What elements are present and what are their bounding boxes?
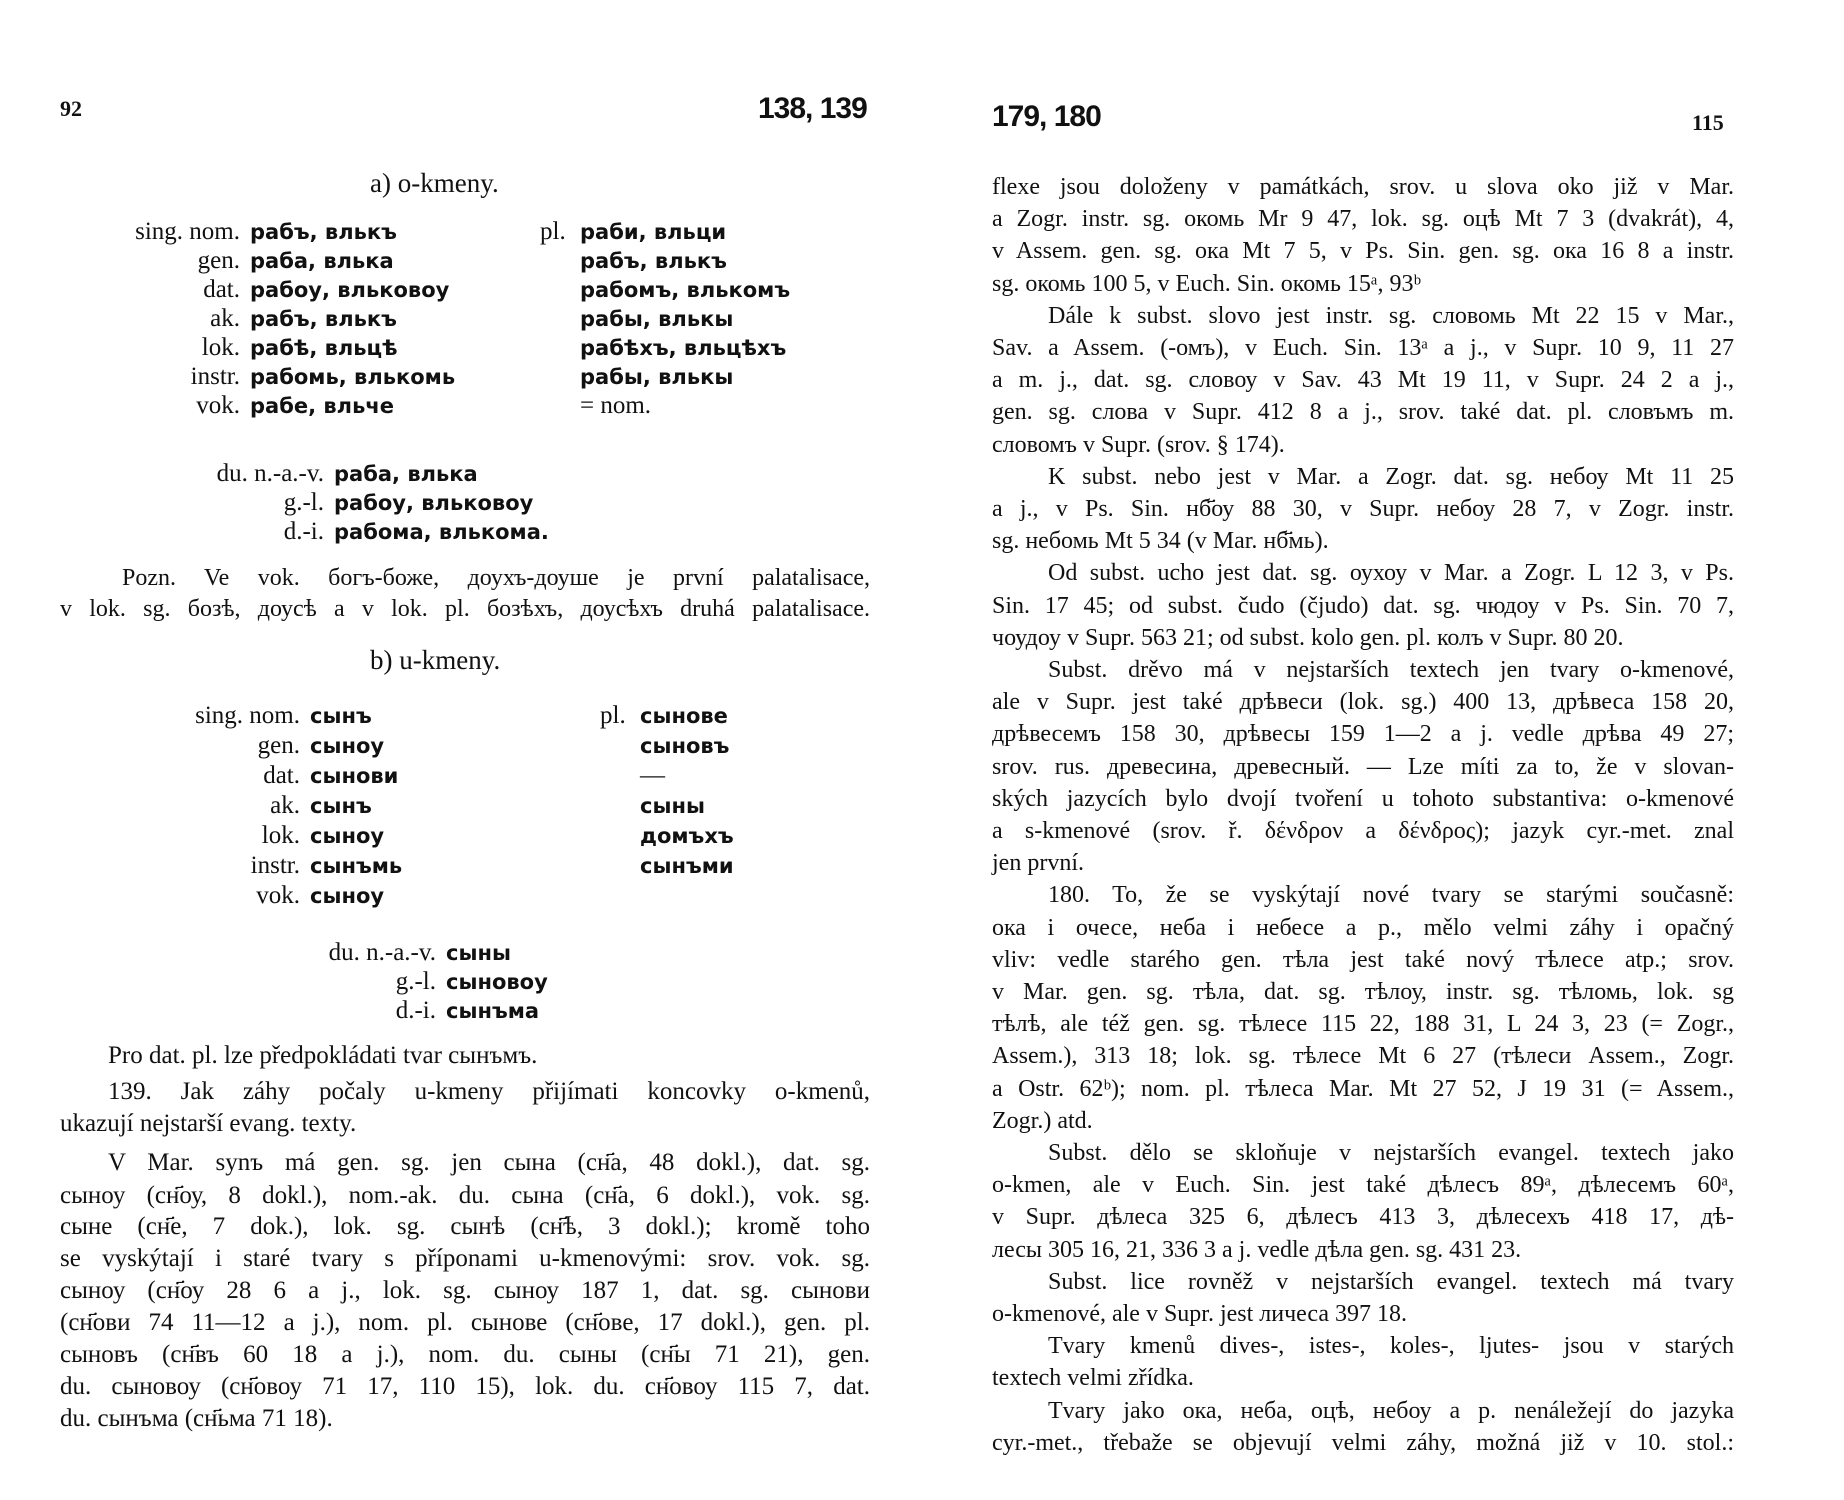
u-kmeny-row	[150, 882, 640, 910]
u-kmeny-plural-forms: сынове	[640, 704, 728, 728]
o-kmeny-row	[90, 392, 651, 420]
o-kmeny-plural-forms: рабы, влькы	[580, 365, 734, 389]
left-text-line: (сн҃ови 74 11—12 a j.), nom. pl. сынове (сн҃ове, 17 dokl.), gen. pl.	[60, 1309, 870, 1336]
u-kmeny-singular-forms: сынъ	[310, 704, 372, 728]
u-kmeny-plural-forms: —	[640, 762, 665, 789]
o-kmeny-case-label: vok.	[196, 392, 240, 419]
o-kmeny-case-label: ak.	[210, 305, 240, 332]
right-text-line: a j., v Ps. Sin. нб҃оу 88 30, v Supr. небоу 28 7, v Zogr. instr.	[992, 496, 1734, 522]
u-kmeny-case-label: instr.	[250, 852, 300, 879]
right-text-line: Od subst. ucho jest dat. sg. оухоу v Mar. a Zogr. L 12 3, v Ps.	[1048, 560, 1734, 587]
right-text-line: sg. окомь 100 5, v Euch. Sin. окомь 15ᵃ, 93ᵇ	[992, 270, 1421, 297]
o-kmeny-dual-label: du. n.-a.-v.	[216, 460, 324, 487]
o-kmeny-plural-forms: рабѣхъ, вльцѣхъ	[580, 336, 787, 360]
u-kmeny-singular-forms: сынъмь	[310, 854, 403, 878]
u-kmeny-case-label: vok.	[256, 882, 300, 909]
o-kmeny-dual-row	[124, 460, 478, 488]
left-text-line: сыне (сн҃е, 7 dok.), lok. sg. сынѣ (сн҃ѣ, 3 dokl.); kromě toho	[60, 1213, 870, 1240]
right-text-line: ale v Supr. jest také дрѣвеси (lok. sg.) 400 13, дрѣвеса 158 20,	[992, 689, 1734, 716]
right-text-line: v Mar. gen. sg. тѣла, dat. sg. тѣлоу, instr. sg. тѣломь, lok. sg	[992, 979, 1734, 1005]
o-kmeny-dual-label: d.-i.	[283, 518, 324, 545]
o-kmeny-dual-label: g.-l.	[283, 489, 324, 516]
right-text-line: ských jazycích bylo dvojí tvoření u tohoto substantiva: o-kmenové	[992, 785, 1734, 812]
right-text-line: o-kmen, ale v Euch. Sin. jest také дѣлесъ 89ᵃ, дѣлесемъ 60ᵃ,	[992, 1172, 1734, 1199]
u-kmeny-dual-row	[236, 997, 539, 1025]
o-kmeny-plural-forms: = nom.	[580, 392, 652, 419]
u-kmeny-dual-forms: сыновоу	[446, 970, 548, 994]
u-kmeny-row	[150, 702, 728, 730]
left-text-line: du. сыновоу (сн҃овоу 71 17, 110 15), lok. du. сн҃овоу 115 7, dat.	[60, 1373, 870, 1400]
o-kmeny-singular-forms: рабѣ, вльцѣ	[250, 336, 398, 360]
right-text-line: Assem.), 313 18; lok. sg. тѣлесе Mt 6 27 (тѣлеси Assem., Zogr.	[992, 1043, 1734, 1070]
right-text-line: o-kmenové, ale v Supr. jest личеса 397 18.	[992, 1301, 1408, 1327]
u-kmeny-singular-forms: сынови	[310, 764, 399, 788]
o-kmeny-plural-forms: рабы, влькы	[580, 307, 734, 331]
o-kmeny-singular-forms: рабомь, влькомь	[250, 365, 456, 389]
right-page	[922, 0, 1844, 1500]
right-text-line: sg. небомь Mt 5 34 (v Mar. нб҃мь).	[992, 528, 1329, 555]
u-kmeny-singular-forms: сыноу	[310, 884, 385, 908]
o-kmeny-plural-forms: раби, вльци	[580, 220, 727, 244]
right-text-line: чоудоу v Supr. 563 21; od subst. kolo gen. pl. колъ v Supr. 80 20.	[992, 624, 1624, 651]
o-kmeny-case-label: instr.	[190, 363, 240, 390]
left-text-line: сыноу (сн҃оу, 8 dokl.), nom.-ak. du. сына (сн҃а, 6 dokl.), vok. sg.	[60, 1182, 870, 1209]
right-text-line: gen. sg. слова v Supr. 412 8 a j., srov. také dat. pl. словъмъ m.	[992, 399, 1734, 426]
right-text-line: a Zogr. instr. sg. окомь Mr 9 47, lok. sg. оцѣ Mt 7 3 (dvakrát), 4,	[992, 206, 1734, 233]
right-text-line: K subst. nebo jest v Mar. a Zogr. dat. sg. небоу Mt 11 25	[1048, 463, 1734, 490]
right-page-number: 115	[1692, 110, 1724, 135]
right-text-line: a Ostr. 62ᵇ); nom. pl. тѣлеса Mar. Mt 27 52, J 19 31 (= Assem.,	[992, 1075, 1734, 1102]
right-text-line: a s-kmenové (srov. ř. δένδρον a δένδρος); jazyk cyr.-met. znal	[992, 818, 1734, 844]
u-kmeny-singular-forms: сынъ	[310, 794, 372, 818]
o-kmeny-case-label: gen.	[197, 247, 240, 274]
o-kmeny-case-label: dat.	[203, 276, 240, 303]
o-kmeny-plural-forms: рабъ, влькъ	[580, 249, 727, 273]
right-text-line: тѣлѣ, ale též gen. sg. тѣлесе 115 22, 188 31, L 24 3, 23 (= Zogr.,	[992, 1011, 1734, 1038]
right-text-line: flexe jsou doloženy v památkách, srov. u slova oko již v Mar.	[992, 174, 1734, 200]
o-kmeny-singular-forms: рабъ, влькъ	[250, 220, 397, 244]
right-text-line: Tvary jako ока, неба, оцѣ, небоу a p. nenáležejí do jazyka	[1048, 1397, 1734, 1424]
left-text-line: сыноу (сн҃оу 28 6 a j., lok. sg. сыноу 187 1, dat. sg. сынови	[60, 1277, 870, 1304]
heading-u-kmeny: b) u-kmeny.	[370, 645, 501, 675]
right-text-line: лесы 305 16, 21, 336 3 a j. vedle дѣла gen. sg. 431 23.	[992, 1236, 1522, 1263]
u-kmeny-dual-label: d.-i.	[395, 997, 436, 1024]
right-text-line: srov. rus. древесина, древесный. — Lze míti za to, že v slovan-	[992, 753, 1734, 780]
left-section-header: 138, 139	[758, 92, 867, 125]
o-kmeny-row	[90, 305, 733, 333]
o-kmeny-row	[90, 218, 726, 246]
u-kmeny-dual-label: du. n.-a.-v.	[328, 939, 436, 966]
o-kmeny-row	[90, 363, 733, 391]
right-text-line: jen první.	[992, 850, 1084, 877]
right-text-line: дрѣвесемъ 158 30, дрѣвесы 159 1—2 a j. vedle дрѣва 49 27;	[992, 721, 1734, 748]
u-kmeny-singular-forms: сыноу	[310, 734, 385, 758]
o-kmeny-row	[90, 247, 727, 275]
u-kmeny-plural-forms: сыны	[640, 794, 705, 818]
u-kmeny-dual-row	[236, 968, 548, 996]
right-text-line: Sin. 17 45; od subst. čudo (čjudo) dat. sg. чюдоу v Ps. Sin. 70 7,	[992, 592, 1734, 619]
u-kmeny-dual-forms: сыны	[446, 941, 511, 965]
left-text-line: se vyskýtají i staré tvary s příponami u-kmenovými: srov. vok. sg.	[60, 1245, 870, 1272]
u-kmeny-case-label: dat.	[263, 762, 300, 789]
right-text-line: Sav. a Assem. (-омъ), v Euch. Sin. 13ᵃ a j., v Supr. 10 9, 11 27	[992, 335, 1734, 361]
left-text-line: du. сынъма (сн҃ьма 71 18).	[60, 1405, 333, 1432]
u-kmeny-row	[150, 732, 729, 760]
right-text-line: v Assem. gen. sg. ока Mt 7 5, v Ps. Sin. gen. sg. ока 16 8 a instr.	[992, 238, 1734, 265]
heading-o-kmeny: a) o-kmeny.	[370, 168, 499, 198]
o-kmeny-dual-row	[124, 518, 549, 546]
u-kmeny-case-label: lok.	[261, 822, 300, 849]
u-kmeny-case-label: gen.	[257, 732, 300, 759]
u-kmeny-singular-forms: сыноу	[310, 824, 385, 848]
u-kmeny-case-label: sing. nom.	[195, 702, 300, 729]
o-kmeny-singular-forms: рабе, вльче	[250, 394, 395, 418]
right-text-line: 180. To, že se vyskýtají nové tvary se starými současně:	[1048, 882, 1734, 909]
poznamka-line-1: Pozn. Ve vok. богъ-боже, доухъ-доуше je první palatalisace,	[122, 565, 870, 591]
o-kmeny-plural-label: pl.	[540, 218, 566, 245]
u-kmeny-plural-forms: домъхъ	[640, 824, 734, 848]
right-text-line: cyr.-met., třebaže se objevují velmi záhy, možná již v 10. stol.:	[992, 1429, 1734, 1456]
o-kmeny-row	[90, 334, 786, 362]
o-kmeny-singular-forms: рабъ, влькъ	[250, 307, 397, 331]
left-text-line: Pro dat. pl. lze předpokládati tvar сынъмъ.	[108, 1042, 538, 1069]
right-text-line: Subst. dělo se skloňuje v nejstarších evangel. textech jako	[1048, 1140, 1734, 1166]
o-kmeny-dual-forms: раба, влька	[334, 462, 478, 486]
u-kmeny-row	[150, 822, 734, 850]
right-text-line: vliv: vedle starého gen. тѣла jest také nový тѣлесе atp.; srov.	[992, 946, 1734, 973]
u-kmeny-dual-label: g.-l.	[395, 968, 436, 995]
right-text-line: словомъ v Supr. (srov. § 174).	[992, 431, 1285, 458]
right-text-line: ока i очесе, неба i небесе a p., mělo velmi záhy i opačný	[992, 914, 1734, 941]
u-kmeny-dual-row	[236, 939, 511, 967]
o-kmeny-row	[90, 276, 790, 304]
o-kmeny-singular-forms: рабоу, вльковоу	[250, 278, 450, 302]
right-text-line: Zogr.) atd.	[992, 1107, 1093, 1134]
u-kmeny-row	[150, 852, 734, 880]
right-text-line: Tvary kmenů dives-, istes-, koles-, ljutes- jsou v starých	[1048, 1333, 1734, 1360]
o-kmeny-dual-forms: рабоу, вльковоу	[334, 491, 534, 515]
left-text-line: ukazují nejstarší evang. texty.	[60, 1110, 357, 1137]
o-kmeny-dual-row	[124, 489, 533, 517]
left-text-line: V Mar. synъ má gen. sg. jen сына (сн҃а, 48 dokl.), dat. sg.	[108, 1149, 870, 1176]
right-text-line: a m. j., dat. sg. словоу v Sav. 43 Mt 19 11, v Supr. 24 2 a j.,	[992, 367, 1734, 394]
left-text-line: 139. Jak záhy počaly u-kmeny přijímati koncovky o-kmenů,	[108, 1078, 870, 1105]
o-kmeny-plural-forms: рабомъ, влькомъ	[580, 278, 791, 302]
u-kmeny-row	[150, 762, 665, 790]
right-text-line: Subst. drěvo má v nejstarších textech jen tvary o-kmenové,	[1048, 657, 1734, 683]
right-text-line: v Supr. дѣлеса 325 6, дѣлесъ 413 3, дѣлесехъ 418 17, дѣ-	[992, 1204, 1734, 1231]
poznamka-line-2: v lok. sg. бозѣ, доусѣ a v lok. pl. бозѣхъ, доусѣхъ druhá palatalisace.	[60, 596, 870, 622]
right-text-line: Dále k subst. slovo jest instr. sg. словомь Mt 22 15 v Mar.,	[1048, 302, 1734, 329]
u-kmeny-case-label: ak.	[270, 792, 300, 819]
u-kmeny-dual-forms: сынъма	[446, 999, 540, 1023]
o-kmeny-case-label: lok.	[201, 334, 240, 361]
o-kmeny-singular-forms: раба, влька	[250, 249, 394, 273]
u-kmeny-row	[150, 792, 705, 820]
u-kmeny-plural-forms: сынъми	[640, 854, 734, 878]
right-text-line: Subst. lice rovněž v nejstarších evangel. textech má tvary	[1048, 1268, 1734, 1295]
u-kmeny-plural-label: pl.	[600, 702, 626, 729]
o-kmeny-case-label: sing. nom.	[135, 218, 240, 245]
o-kmeny-dual-forms: рабома, влькома.	[334, 520, 549, 544]
right-section-header: 179, 180	[992, 100, 1101, 133]
u-kmeny-plural-forms: сыновъ	[640, 734, 730, 758]
left-text-line: сыновъ (сн҃въ 60 18 a j.), nom. du. сыны (сн҃ы 71 21), gen.	[60, 1341, 870, 1368]
left-page-number: 92	[60, 96, 82, 121]
right-text-line: textech velmi zřídka.	[992, 1365, 1194, 1392]
